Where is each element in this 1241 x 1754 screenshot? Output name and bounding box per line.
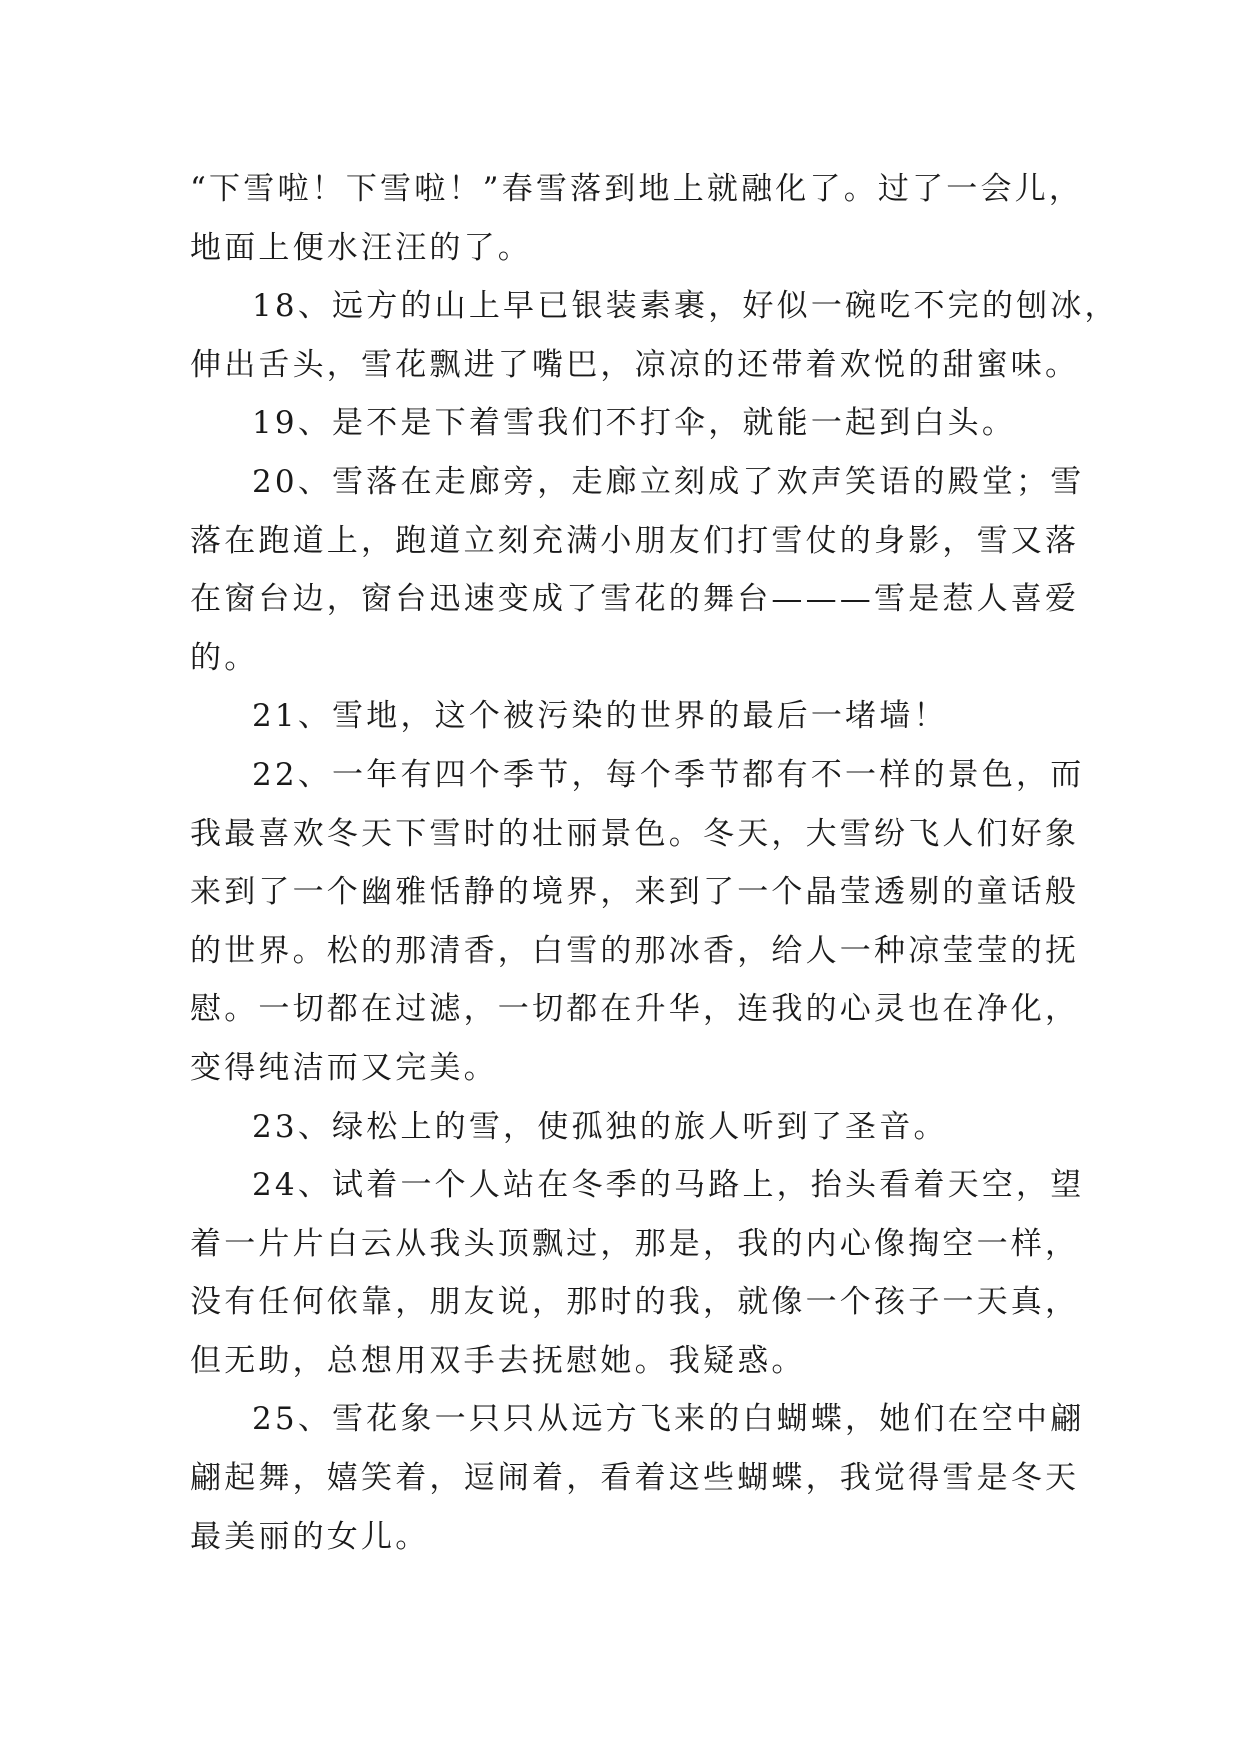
text-line: 21、雪地，这个被污染的世界的最后一堵墙！ <box>252 698 948 735</box>
text-line: 变得纯洁而又完美。 <box>190 1049 498 1086</box>
paragraph-23 <box>190 1098 1060 1157</box>
paragraph-18 <box>190 277 1119 394</box>
text-line: 着一片片白云从我头顶飘过，那是，我的内心像掏空一样， <box>190 1225 1080 1262</box>
paragraph-17-continued <box>190 160 1084 277</box>
text-line: 的。 <box>190 639 259 676</box>
paragraph-21 <box>190 687 1060 746</box>
text-line: 19、是不是下着雪我们不打伞，就能一起到白头。 <box>252 405 1017 442</box>
text-line: 25、雪花象一只只从远方飞来的白蝴蝶，她们在空中翩 <box>252 1401 1085 1438</box>
text-line: 但无助，总想用双手去抚慰她。我疑惑。 <box>190 1342 806 1379</box>
text-line: 落在跑道上，跑道立刻充满小朋友们打雪仗的身影，雪又落 <box>190 522 1080 559</box>
text-line: 在窗台边，窗台迅速变成了雪花的舞台———雪是惹人喜爱 <box>190 581 1080 618</box>
text-line: 慰。一切都在过滤，一切都在升华，连我的心灵也在净化， <box>190 991 1080 1028</box>
text-line: 23、绿松上的雪，使孤独的旅人听到了圣音。 <box>252 1108 948 1145</box>
text-line: 没有任何依靠，朋友说，那时的我，就像一个孩子一天真， <box>190 1284 1080 1321</box>
text-line: 地面上便水汪汪的了。 <box>190 229 532 266</box>
paragraph-22 <box>190 746 1085 1098</box>
paragraph-24 <box>190 1156 1085 1390</box>
text-line: 24、试着一个人站在冬季的马路上，抬头看着天空，望 <box>252 1167 1085 1204</box>
text-line: 伸出舌头，雪花飘进了嘴巴，凉凉的还带着欢悦的甜蜜味。 <box>190 346 1080 383</box>
text-line: 18、远方的山上早已银装素裹，好似一碗吃不完的刨冰， <box>252 288 1119 325</box>
paragraph-20 <box>190 453 1085 687</box>
text-line: 来到了一个幽雅恬静的境界，来到了一个晶莹透剔的童话般 <box>190 874 1080 911</box>
text-line: 的世界。松的那清香，白雪的那冰香，给人一种凉莹莹的抚 <box>190 932 1080 969</box>
text-line: 我最喜欢冬天下雪时的壮丽景色。冬天，大雪纷飞人们好象 <box>190 815 1080 852</box>
text-line: 最美丽的女儿。 <box>190 1518 430 1555</box>
paragraph-19 <box>190 394 1060 453</box>
text-line: 翩起舞，嬉笑着，逗闹着，看着这些蝴蝶，我觉得雪是冬天 <box>190 1460 1080 1497</box>
text-line: 22、一年有四个季节，每个季节都有不一样的景色，而 <box>252 756 1085 793</box>
text-line: “下雪啦！下雪啦！”春雪落到地上就融化了。过了一会儿， <box>190 171 1084 207</box>
text-line: 20、雪落在走廊旁，走廊立刻成了欢声笑语的殿堂；雪 <box>252 463 1085 500</box>
document-body <box>190 160 1119 1566</box>
paragraph-25 <box>190 1390 1085 1566</box>
